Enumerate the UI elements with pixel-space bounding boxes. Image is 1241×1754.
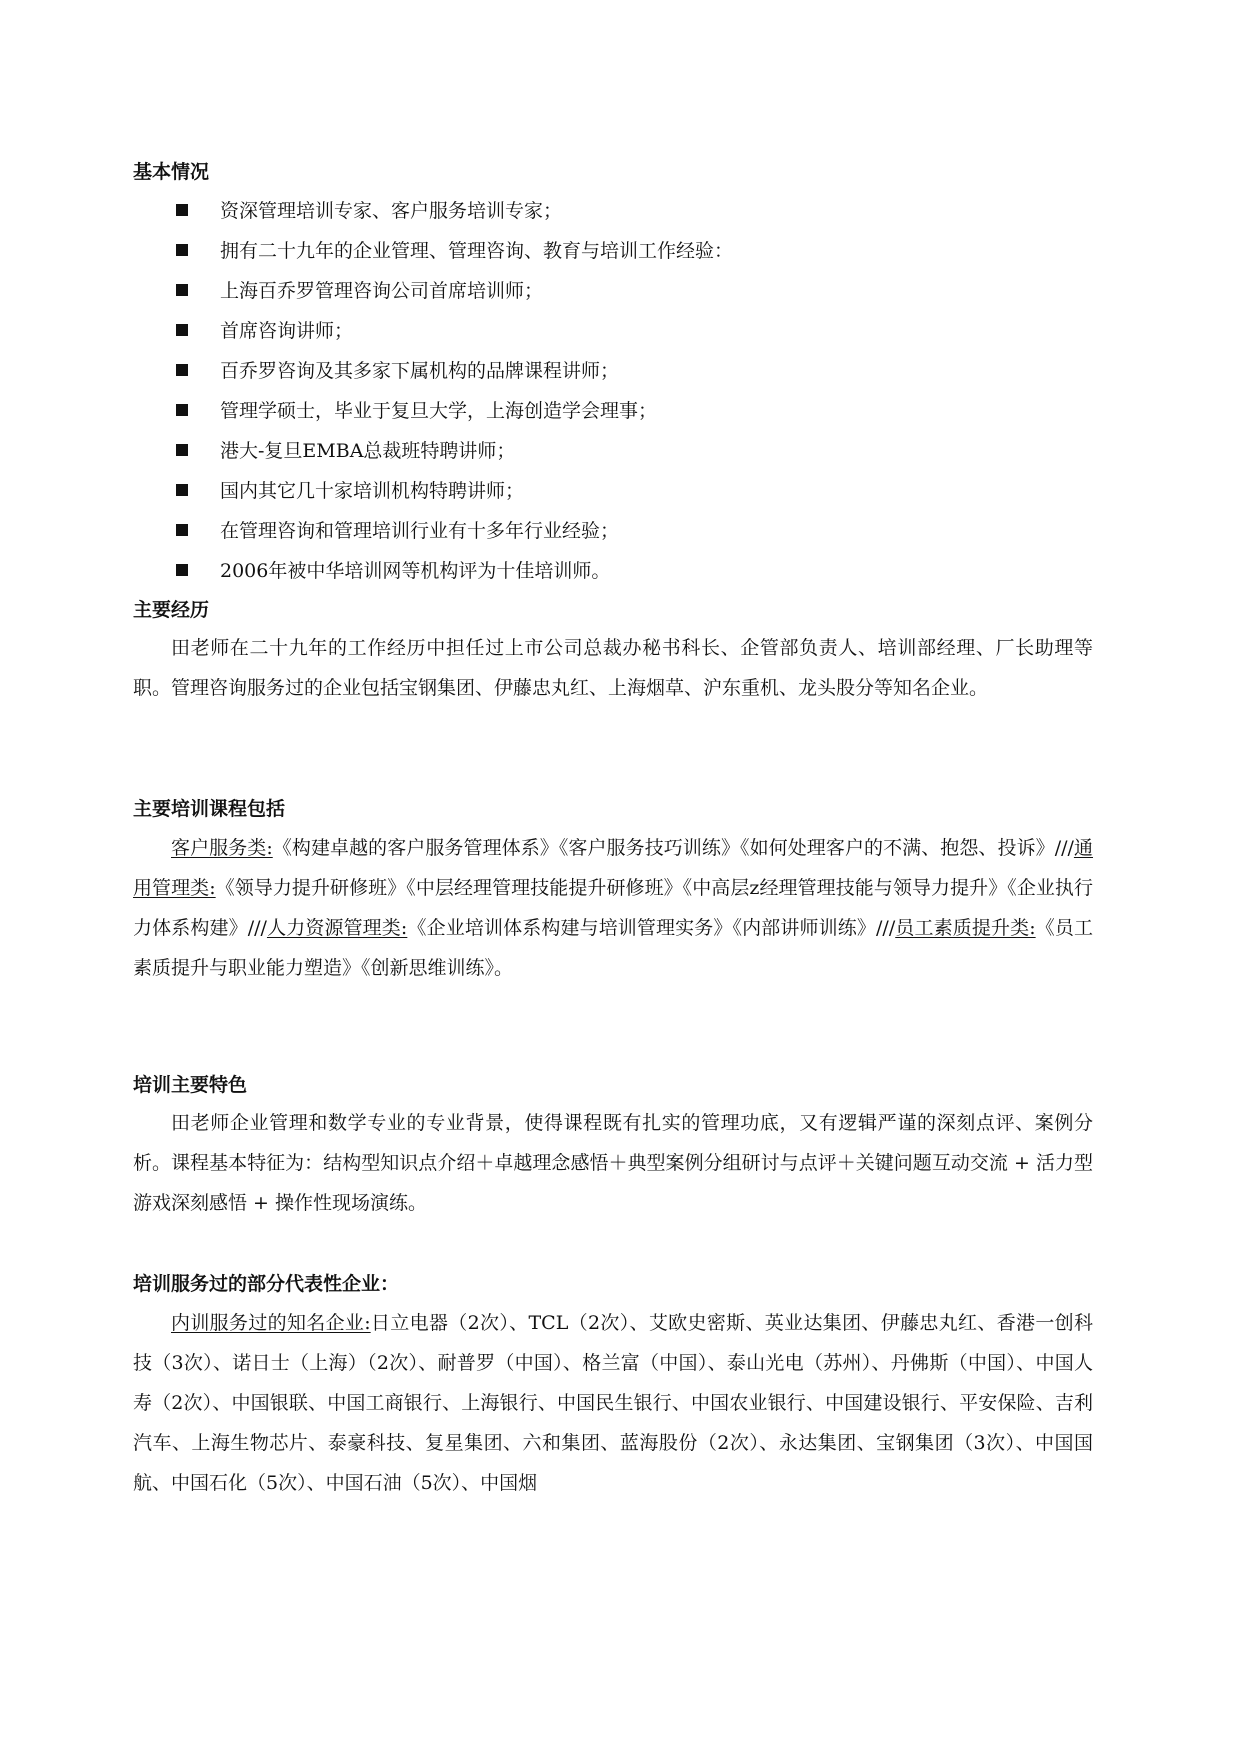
course-category-general-management: 通用管理类: — [133, 837, 1093, 899]
course-list-staff-quality: 《员工素质提升与职业能力塑造》《创新思维训练》。 — [133, 917, 1093, 979]
features-heading: 培训主要特色 — [133, 1074, 248, 1096]
clients-heading: 培训服务过的部分代表性企业： — [133, 1273, 400, 1295]
course-list-customer-service: 《构建卓越的客户服务管理体系》《客户服务技巧训练》《如何处理客户的不满、抱怨、投诉》/// — [272, 837, 1074, 859]
basic-info-heading: 基本情况 — [133, 161, 210, 183]
course-category-hr-management: 人力资源管理类: — [266, 917, 408, 939]
square-bullet-icon — [176, 524, 188, 536]
clients-paragraph — [133, 1303, 1093, 1503]
basic-info-item: 2006年被中华培训网等机构评为十佳培训师。 — [176, 559, 610, 583]
basic-info-item: 百乔罗咨询及其多家下属机构的品牌课程讲师； — [176, 359, 619, 383]
square-bullet-icon — [176, 444, 188, 456]
basic-info-item: 拥有二十九年的企业管理、管理咨询、教育与培训工作经验： — [176, 239, 733, 263]
square-bullet-icon — [176, 324, 188, 336]
course-category-customer-service: 客户服务类: — [171, 837, 273, 859]
basic-info-item: 港大-复旦EMBA总裁班特聘讲师； — [176, 439, 515, 463]
square-bullet-icon — [176, 204, 188, 216]
basic-info-item: 在管理咨询和管理培训行业有十多年行业经验； — [176, 519, 619, 543]
course-list-hr-management: 《企业培训体系构建与培训管理实务》《内部讲师训练》/// — [407, 917, 896, 939]
square-bullet-icon — [176, 244, 188, 256]
experience-heading: 主要经历 — [133, 599, 210, 621]
basic-info-item: 资深管理培训专家、客户服务培训专家； — [176, 199, 562, 223]
clients-label: 内训服务过的知名企业: — [171, 1312, 371, 1334]
experience-paragraph: 田老师在二十九年的工作经历中担任过上市公司总裁办秘书科长、企管部负责人、培训部经理、厂长助理等职。管理咨询服务过的企业包括宝钢集团、伊藤忠丸红、上海烟草、沪东重机、龙头股分等知名企业。 — [133, 637, 1093, 699]
clients-list: 日立电器（2次）、TCL（2次）、艾欧史密斯、英业达集团、伊藤忠丸红、香港一创科技（3次）、诺日士（上海）（2次）、耐普罗（中国）、格兰富（中国）、泰山光电（苏州）、丹佛斯（中国）、中国人寿（2次）、中国银联、中国工商银行、上海银行、中国民生银行、中国农业银行、中国建设银行、平安保险、吉利汽车、上海生物芯片、泰豪科技、复星集团、六和集团、蓝海股份（2次）、永达集团、宝钢集团（3次）、中国国航、中国石化（5次）、中国石油（5次）、中国烟 — [133, 1312, 1093, 1494]
courses-paragraph — [133, 828, 1093, 988]
square-bullet-icon — [176, 564, 188, 576]
square-bullet-icon — [176, 364, 188, 376]
courses-heading: 主要培训课程包括 — [133, 798, 286, 820]
course-list-general-management: 《领导力提升研修班》《中层经理管理技能提升研修班》《中高层z经理管理技能与领导力提升》《企业执行力体系构建》/// — [133, 877, 1093, 939]
square-bullet-icon — [176, 284, 188, 296]
square-bullet-icon — [176, 484, 188, 496]
features-paragraph: 田老师企业管理和数学专业的专业背景，使得课程既有扎实的管理功底，又有逻辑严谨的深刻点评、案例分析。课程基本特征为：结构型知识点介绍＋卓越理念感悟＋典型案例分组研讨与点评＋关键问题互动交流 + 活力型游戏深刻感悟 + 操作性现场演练。 — [133, 1112, 1093, 1214]
course-category-staff-quality: 员工素质提升类: — [895, 917, 1036, 939]
basic-info-item: 管理学硕士，毕业于复旦大学，上海创造学会理事； — [176, 399, 657, 423]
square-bullet-icon — [176, 404, 188, 416]
basic-info-item: 上海百乔罗管理咨询公司首席培训师； — [176, 279, 543, 303]
basic-info-item: 首席咨询讲师； — [176, 319, 353, 343]
basic-info-item: 国内其它几十家培训机构特聘讲师； — [176, 479, 524, 503]
